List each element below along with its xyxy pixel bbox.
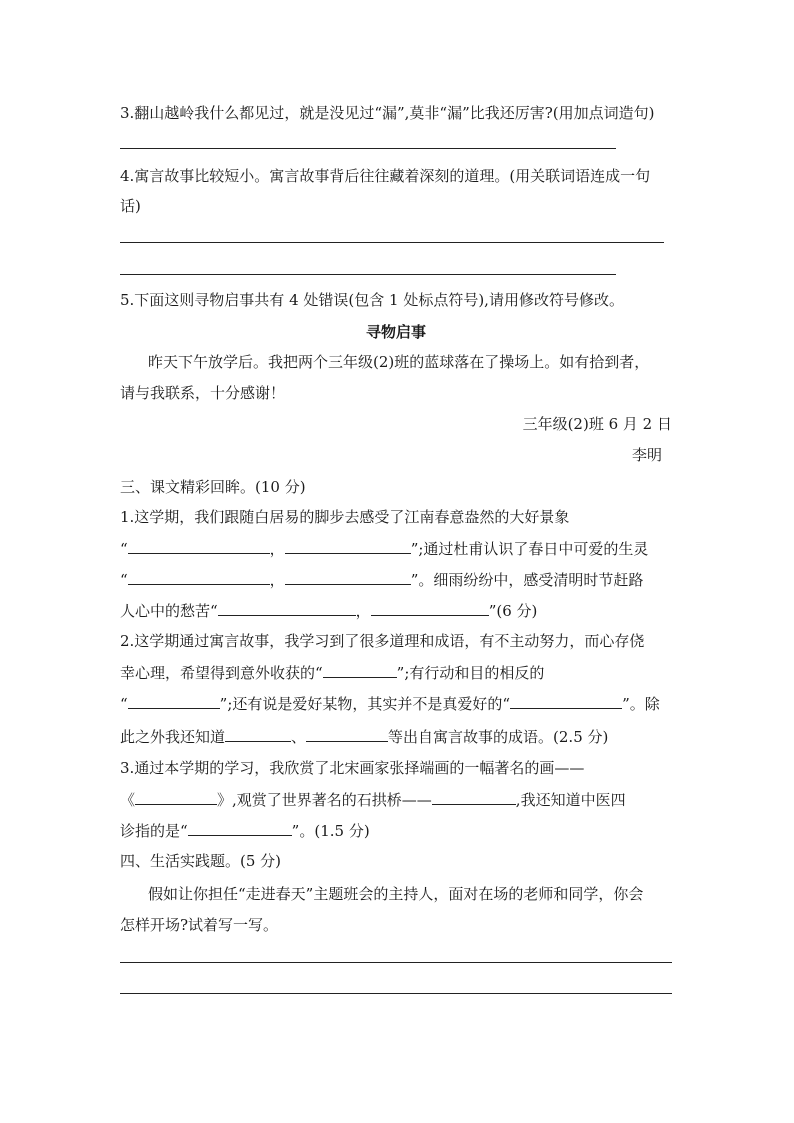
sec3-q2-line1: 2.这学期通过寓言故事，我学习到了很多道理和成语，有不主动努力，而心存侥 [120,632,645,650]
question-5-text: 5.下面这则寻物启事共有 4 处错误(包含 1 处标点符号),请用修改符号修改。 [120,291,624,309]
fill-blank[interactable] [218,600,356,616]
sec3-q1-line1: 1.这学期，我们跟随白居易的脚步去感受了江南春意盎然的大好景象 [120,508,570,526]
question-4-text: 4.寓言故事比较短小。寓言故事背后往往藏着深刻的道理。(用关联词语连成一句 [120,167,651,185]
sec4-prompt-line2: 怎样开场?试着写一写。 [120,916,279,934]
sec3-q1-line4: 人心中的愁苦“ ， ”(6 分) [120,602,538,620]
fill-blank[interactable] [128,538,270,554]
sec3-q1-line3: “ ， ”。细雨纷纷中，感受清明时节赶路 [120,571,644,589]
answer-line[interactable] [120,962,672,963]
fill-blank[interactable] [432,789,516,805]
sec3-q3-line3: 诊指的是“ ”。(1.5 分) [120,822,370,840]
fill-blank[interactable] [306,726,388,742]
fill-blank[interactable] [225,726,291,742]
answer-line[interactable] [120,148,616,149]
fill-blank[interactable] [128,569,270,585]
notice-signature-name: 李明 [631,446,662,464]
question-3-text: 3.翻山越岭我什么都见过，就是没见过“漏”,莫非“漏”比我还厉害?(用加点词造句) [120,104,655,122]
fill-blank[interactable] [323,662,397,678]
sec4-prompt-line1: 假如让你担任“走进春天”主题班会的主持人，面对在场的老师和同学，你会 [148,885,644,903]
fill-blank[interactable] [128,693,220,709]
question-4-text-cont: 话) [120,197,141,215]
notice-body-line2: 请与我联系，十分感谢！ [120,384,286,402]
notice-body-line1: 昨天下午放学后。我把两个三年级(2)班的蓝球落在了操场上。如有拾到者， [148,353,650,371]
sec3-q2-line4: 此之外我还知道 、 等出自寓言故事的成语。(2.5 分) [120,728,609,746]
sec3-q2-line2: 幸心理，希望得到意外收获的“ ”;有行动和目的相反的 [120,664,545,682]
sec3-q2-line3: “ ”;还有说是爱好某物，其实并不是真爱好的“ ”。除 [120,695,660,713]
section-3-heading: 三、课文精彩回眸。(10 分) [120,478,306,496]
section-4-heading: 四、生活实践题。(5 分) [120,852,282,870]
notice-signature-date: 三年级(2)班 6 月 2 日 [522,415,672,433]
sec3-q1-line2: “ ， ”;通过杜甫认识了春日中可爱的生灵 [120,540,649,558]
answer-line[interactable] [120,274,616,275]
fill-blank[interactable] [188,820,292,836]
notice-title: 寻物启事 [365,323,426,341]
fill-blank[interactable] [371,600,489,616]
fill-blank[interactable] [285,538,411,554]
answer-line[interactable] [120,242,664,243]
answer-line[interactable] [120,993,672,994]
sec3-q3-line2: 《 》,观赏了世界著名的石拱桥—— ,我还知道中医四 [120,791,626,809]
sec3-q3-line1: 3.通过本学期的学习，我欣赏了北宋画家张择端画的一幅著名的画—— [120,759,585,777]
fill-blank[interactable] [510,693,622,709]
fill-blank[interactable] [285,569,411,585]
fill-blank[interactable] [135,789,217,805]
